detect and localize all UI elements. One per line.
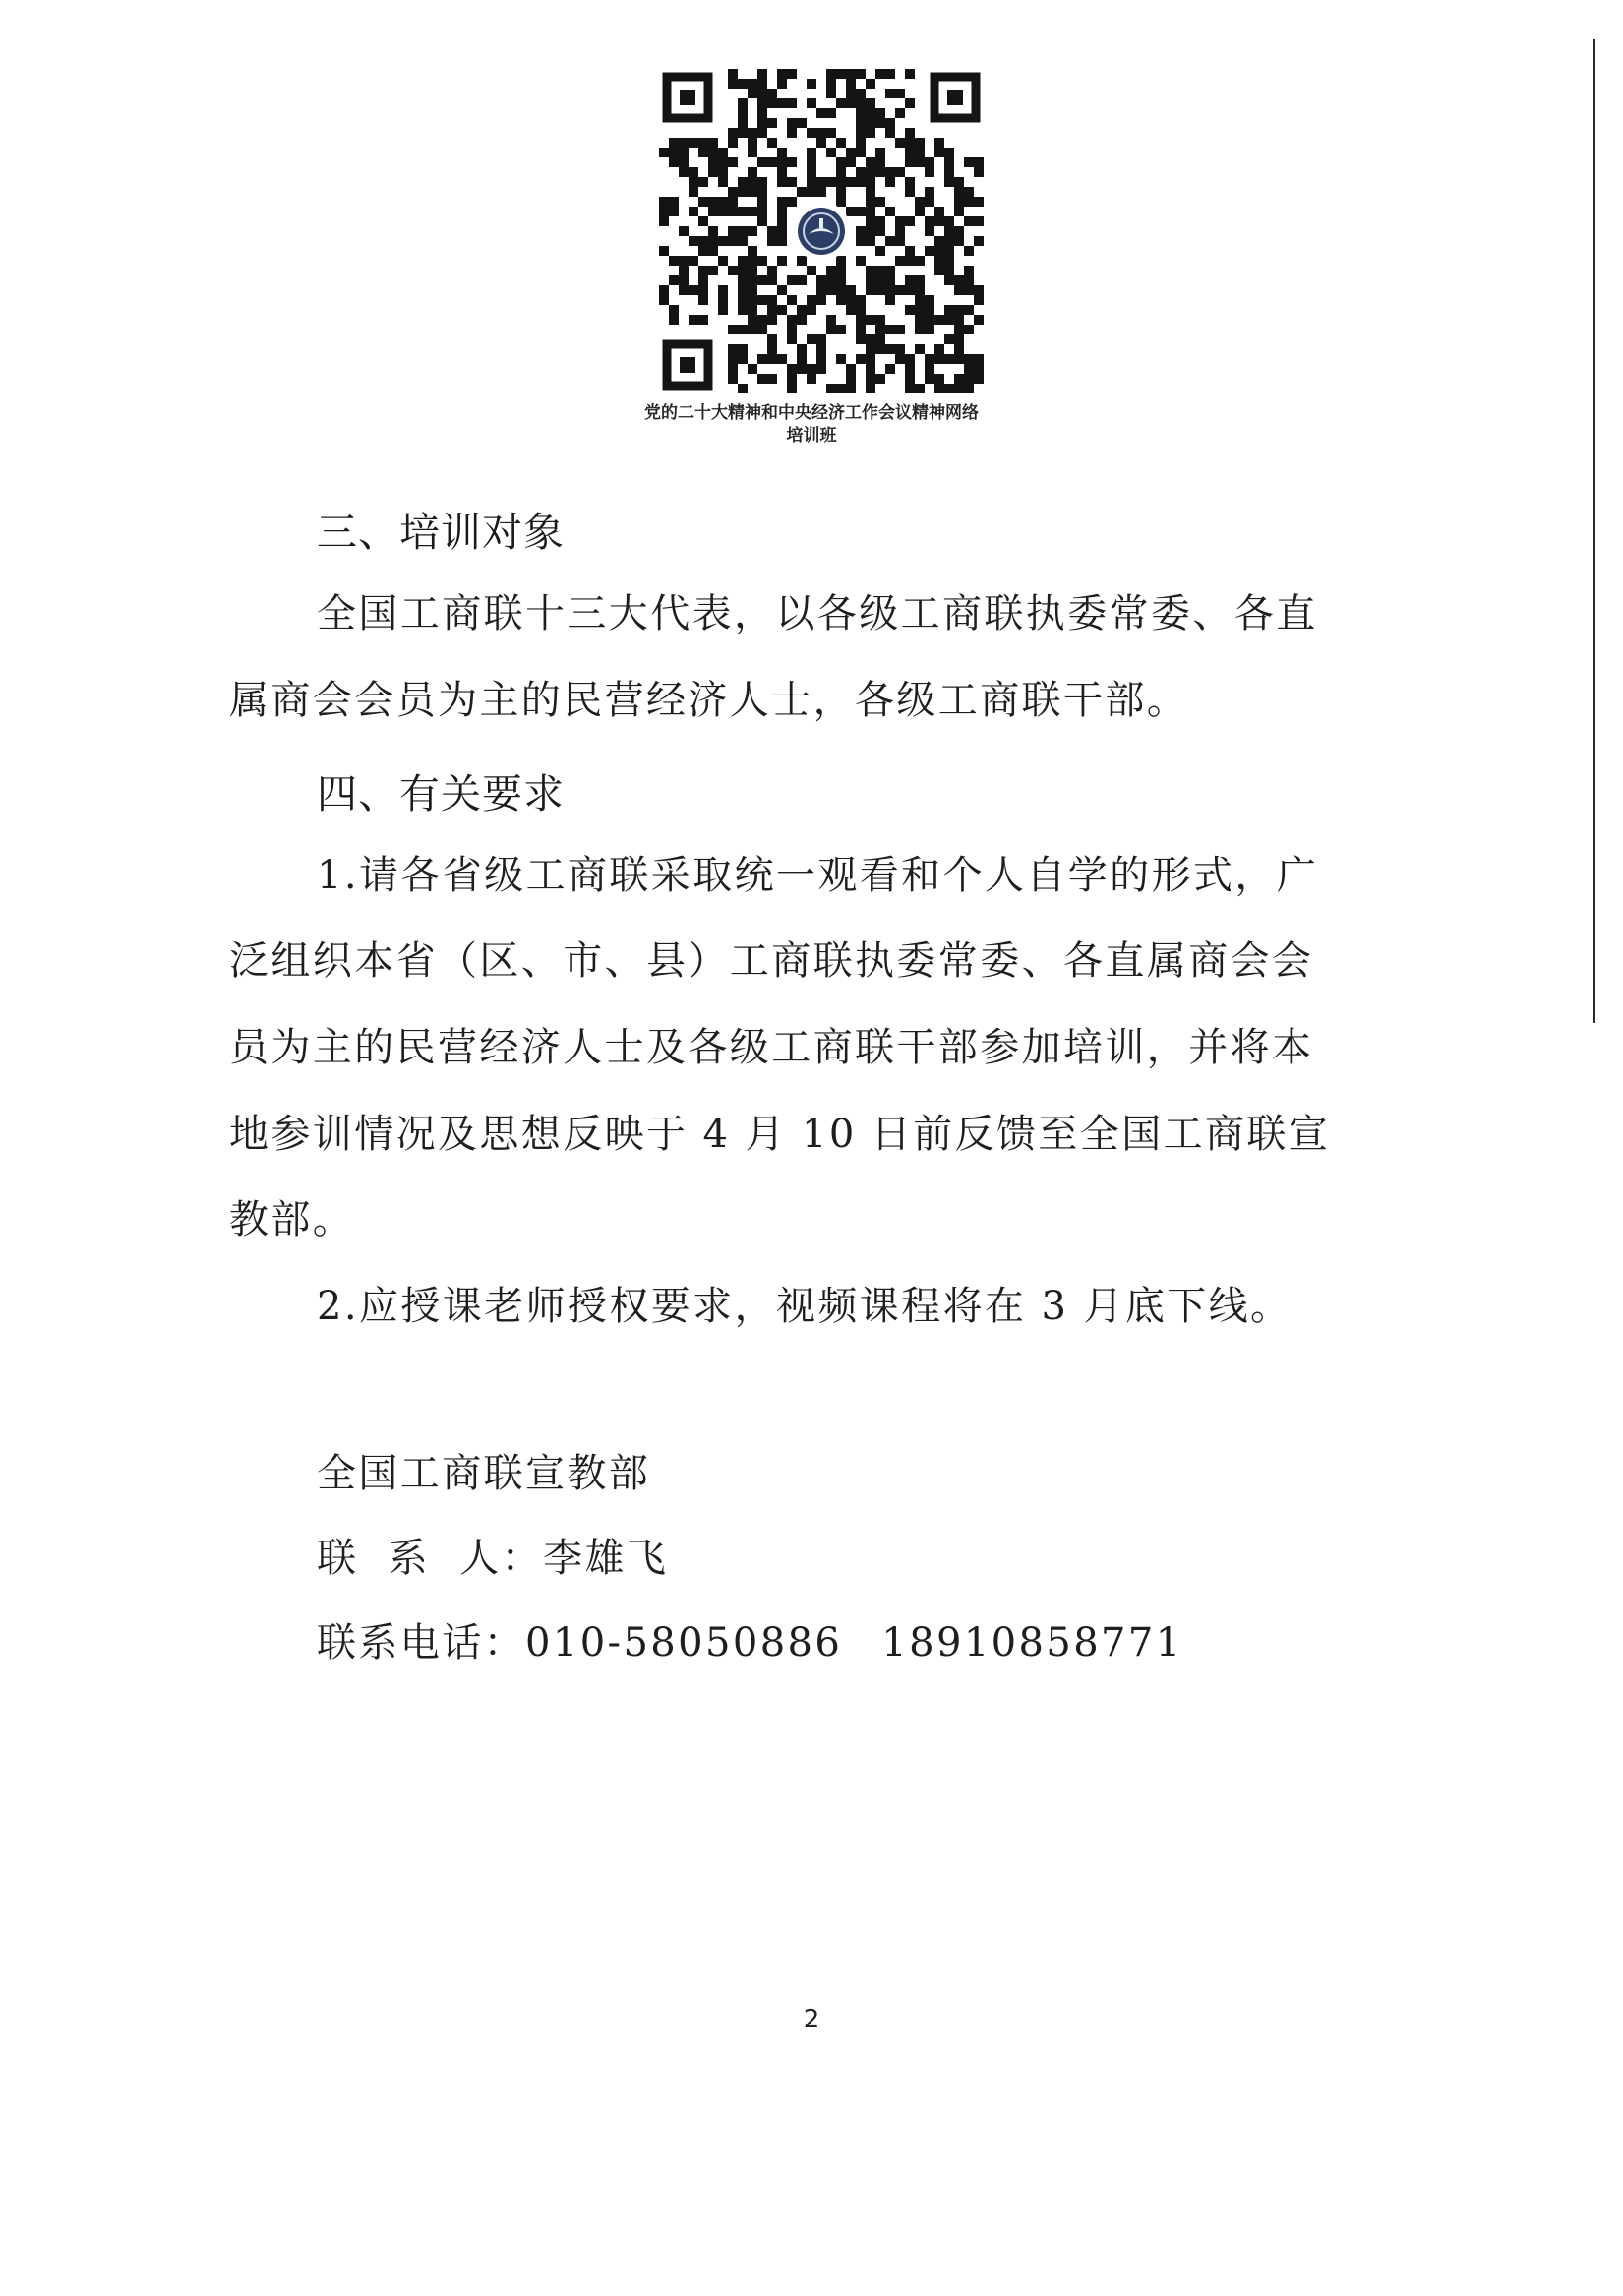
qr-caption-line-1: 党的二十大精神和中央经济工作会议精神网络 bbox=[644, 403, 979, 423]
scan-edge-line bbox=[1593, 39, 1595, 1023]
issuing-department: 全国工商联宣教部 bbox=[317, 1451, 651, 1496]
qr-code bbox=[659, 69, 984, 393]
qr-code-graphic bbox=[659, 69, 984, 393]
qr-caption-line-2: 培训班 bbox=[786, 426, 837, 446]
paragraph-line: 2.应授课老师授权要求，视频课程将在 3 月底下线。 bbox=[317, 1284, 1292, 1329]
paragraph-line: 全国工商联十三大代表，以各级工商联执委常委、各直 bbox=[317, 591, 1318, 636]
section-heading-training-targets: 三、培训对象 bbox=[317, 509, 565, 556]
contact-phone-row bbox=[317, 1611, 1183, 1667]
page-number: 2 bbox=[803, 2005, 820, 2034]
qr-center-logo-icon bbox=[792, 202, 851, 261]
paragraph-line: 教部。 bbox=[229, 1197, 355, 1242]
paragraph-line: 属商会会员为主的民营经济人士，各级工商联干部。 bbox=[229, 678, 1189, 723]
contact-person-row bbox=[317, 1527, 668, 1583]
paragraph-line: 地参训情况及思想反映于 4 月 10 日前反馈至全国工商联宣 bbox=[229, 1112, 1331, 1157]
phone-office: 010-58050886 bbox=[525, 1620, 843, 1665]
contact-person-label: 联 系 人： bbox=[317, 1536, 544, 1581]
phone-mobile: 18910858771 bbox=[881, 1620, 1183, 1665]
paragraph-line: 员为主的民营经济人士及各级工商联干部参加培训，并将本 bbox=[229, 1025, 1314, 1070]
paragraph-line: 1.请各省级工商联采取统一观看和个人自学的形式，广 bbox=[317, 853, 1319, 898]
contact-phone-label: 联系电话： bbox=[317, 1620, 525, 1665]
contact-person-name: 李雄飞 bbox=[543, 1536, 669, 1581]
paragraph-line: 泛组织本省（区、市、县）工商联执委常委、各直属商会会 bbox=[229, 938, 1314, 984]
section-heading-requirements: 四、有关要求 bbox=[317, 770, 565, 817]
